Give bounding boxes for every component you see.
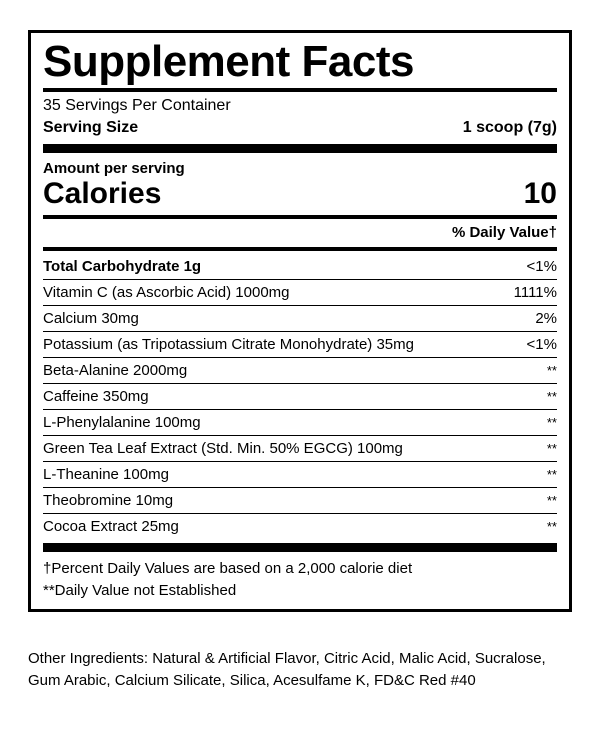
nutrient-name: Calcium 30mg <box>43 305 493 331</box>
table-row <box>43 409 557 435</box>
calories-row <box>43 178 557 212</box>
nutrient-value: 2% <box>493 305 557 331</box>
table-row <box>43 279 557 305</box>
nutrient-name: Cocoa Extract 25mg <box>43 517 179 535</box>
serving-size-value: 1 scoop (7g) <box>462 119 557 137</box>
divider-under-table <box>43 543 557 552</box>
nutrient-value: ** <box>493 383 557 409</box>
table-row <box>43 357 557 383</box>
serving-size-row <box>43 118 557 140</box>
daily-value-header: % Daily Value† <box>451 223 557 241</box>
calories-label: Calories <box>43 177 162 211</box>
nutrient-name: Theobromine 10mg <box>43 487 493 513</box>
nutrient-name: Green Tea Leaf Extract (Std. Min. 50% EGCG) 100mg <box>43 435 493 461</box>
nutrient-value: ** <box>493 409 557 435</box>
nutrient-name: Total Carbohydrate 1g <box>43 254 493 280</box>
table-row <box>43 305 557 331</box>
nutrient-value: ** <box>546 518 557 534</box>
nutrients-table <box>43 254 557 539</box>
nutrient-name: L-Theanine 100mg <box>43 461 493 487</box>
divider-under-calories <box>43 215 557 219</box>
nutrient-name: Caffeine 350mg <box>43 383 493 409</box>
divider-under-serving-size <box>43 144 557 153</box>
nutrient-value: <1% <box>493 331 557 357</box>
calories-value: 10 <box>523 177 557 211</box>
nutrient-name: Beta-Alanine 2000mg <box>43 357 493 383</box>
nutrient-value: 1111% <box>493 279 557 305</box>
table-row <box>43 254 557 280</box>
table-row <box>43 461 557 487</box>
nutrient-name: L-Phenylalanine 100mg <box>43 409 493 435</box>
other-ingredients: Other Ingredients: Natural & Artificial Flavor, Citric Acid, Malic Acid, Sucralose, Gum Arabic, Calcium Silicate, Silica, Acesulfame K, FD&C Red #40 <box>28 650 546 689</box>
supplement-facts-panel <box>28 30 572 612</box>
divider-under-dv-header <box>43 247 557 251</box>
nutrient-name: Potassium (as Tripotassium Citrate Monohydrate) 35mg <box>43 331 493 357</box>
panel-title: Supplement Facts <box>43 37 414 86</box>
table-row <box>43 487 557 513</box>
table-row <box>43 513 557 539</box>
nutrient-value: <1% <box>493 254 557 280</box>
serving-size-label: Serving Size <box>43 119 139 137</box>
table-row <box>43 435 557 461</box>
nutrient-value: ** <box>493 461 557 487</box>
nutrient-value: ** <box>493 487 557 513</box>
nutrient-value: ** <box>493 357 557 383</box>
amount-per-serving-label: Amount per serving <box>43 160 185 178</box>
footnote-not-established: **Daily Value not Established <box>43 582 237 600</box>
servings-per-container: 35 Servings Per Container <box>43 97 231 115</box>
nutrient-value: ** <box>493 435 557 461</box>
footnote-daily-values: †Percent Daily Values are based on a 2,000 calorie diet <box>43 559 413 577</box>
table-row <box>43 331 557 357</box>
table-row <box>43 383 557 409</box>
nutrients-table-body <box>43 254 557 539</box>
nutrient-name: Vitamin C (as Ascorbic Acid) 1000mg <box>43 279 493 305</box>
divider-under-title <box>43 88 557 92</box>
